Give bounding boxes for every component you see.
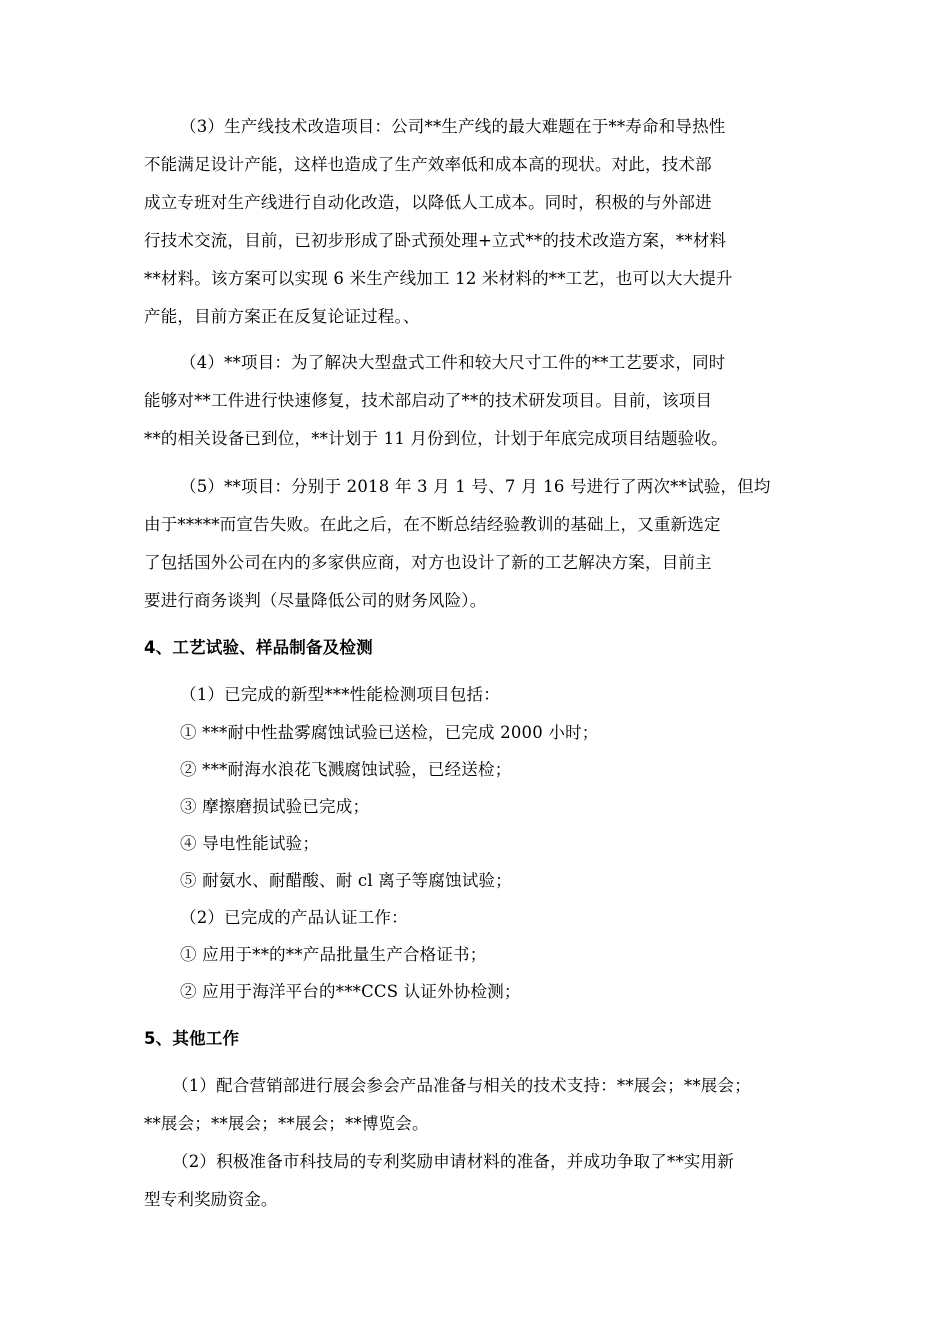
paragraph-line: （4）**项目：为了解决大型盘式工件和较大尺寸工件的**工艺要求，同时	[180, 353, 726, 372]
paragraph-line: 了包括国外公司在内的多家供应商，对方也设计了新的工艺解决方案，目前主	[144, 553, 712, 572]
list-item: ① ***耐中性盐雾腐蚀试验已送检，已完成 2000 小时；	[180, 723, 599, 742]
paragraph-line: （2）积极准备市科技局的专利奖励申请材料的准备，并成功争取了**实用新	[172, 1152, 734, 1171]
list-item: ② ***耐海水浪花飞溅腐蚀试验，已经送检；	[180, 760, 512, 779]
paragraph-line: 由于*****而宣告失败。在此之后，在不断总结经验教训的基础上，又重新选定	[144, 515, 721, 534]
paragraph-line: （1）配合营销部进行展会参会产品准备与相关的技术支持：**展会；**展会；	[172, 1076, 751, 1095]
section-heading: 4、工艺试验、样品制备及检测	[144, 638, 373, 657]
list-item: ④ 导电性能试验；	[180, 834, 320, 853]
paragraph-line: 型专利奖励资金。	[144, 1190, 278, 1209]
paragraph-line: **展会；**展会；**展会；**博览会。	[144, 1114, 429, 1133]
paragraph-line: 行技术交流，目前，已初步形成了卧式预处理+立式**的技术改造方案，**材料	[144, 231, 727, 250]
paragraph-line: （3）生产线技术改造项目：公司**生产线的最大难题在于**寿命和导热性	[180, 117, 726, 136]
list-item: ⑤ 耐氨水、耐醋酸、耐 cl 离子等腐蚀试验；	[180, 871, 512, 890]
list-item: （2）已完成的产品认证工作：	[180, 908, 408, 927]
paragraph-line: （5）**项目：分别于 2018 年 3 月 1 号、7 月 16 号进行了两次**试验，但均	[180, 477, 771, 496]
list-item: ② 应用于海洋平台的***CCS 认证外协检测；	[180, 982, 521, 1001]
list-item: ① 应用于**的**产品批量生产合格证书；	[180, 945, 487, 964]
section-heading: 5、其他工作	[144, 1029, 240, 1048]
paragraph-line: **的相关设备已到位，**计划于 11 月份到位，计划于年底完成项目结题验收。	[144, 429, 728, 448]
paragraph-line: **材料。该方案可以实现 6 米生产线加工 12 米材料的**工艺，也可以大大提升	[144, 269, 733, 288]
list-item: ③ 摩擦磨损试验已完成；	[180, 797, 370, 816]
paragraph-line: 成立专班对生产线进行自动化改造，以降低人工成本。同时，积极的与外部进	[144, 193, 712, 212]
list-item: （1）已完成的新型***性能检测项目包括：	[180, 685, 500, 704]
paragraph-line: 能够对**工件进行快速修复，技术部启动了**的技术研发项目。目前，该项目	[144, 391, 713, 410]
paragraph-line: 产能，目前方案正在反复论证过程。、	[144, 307, 420, 326]
paragraph-line: 不能满足设计产能，这样也造成了生产效率低和成本高的现状。对此，技术部	[144, 155, 712, 174]
paragraph-line: 要进行商务谈判（尽量降低公司的财务风险）。	[144, 591, 487, 610]
